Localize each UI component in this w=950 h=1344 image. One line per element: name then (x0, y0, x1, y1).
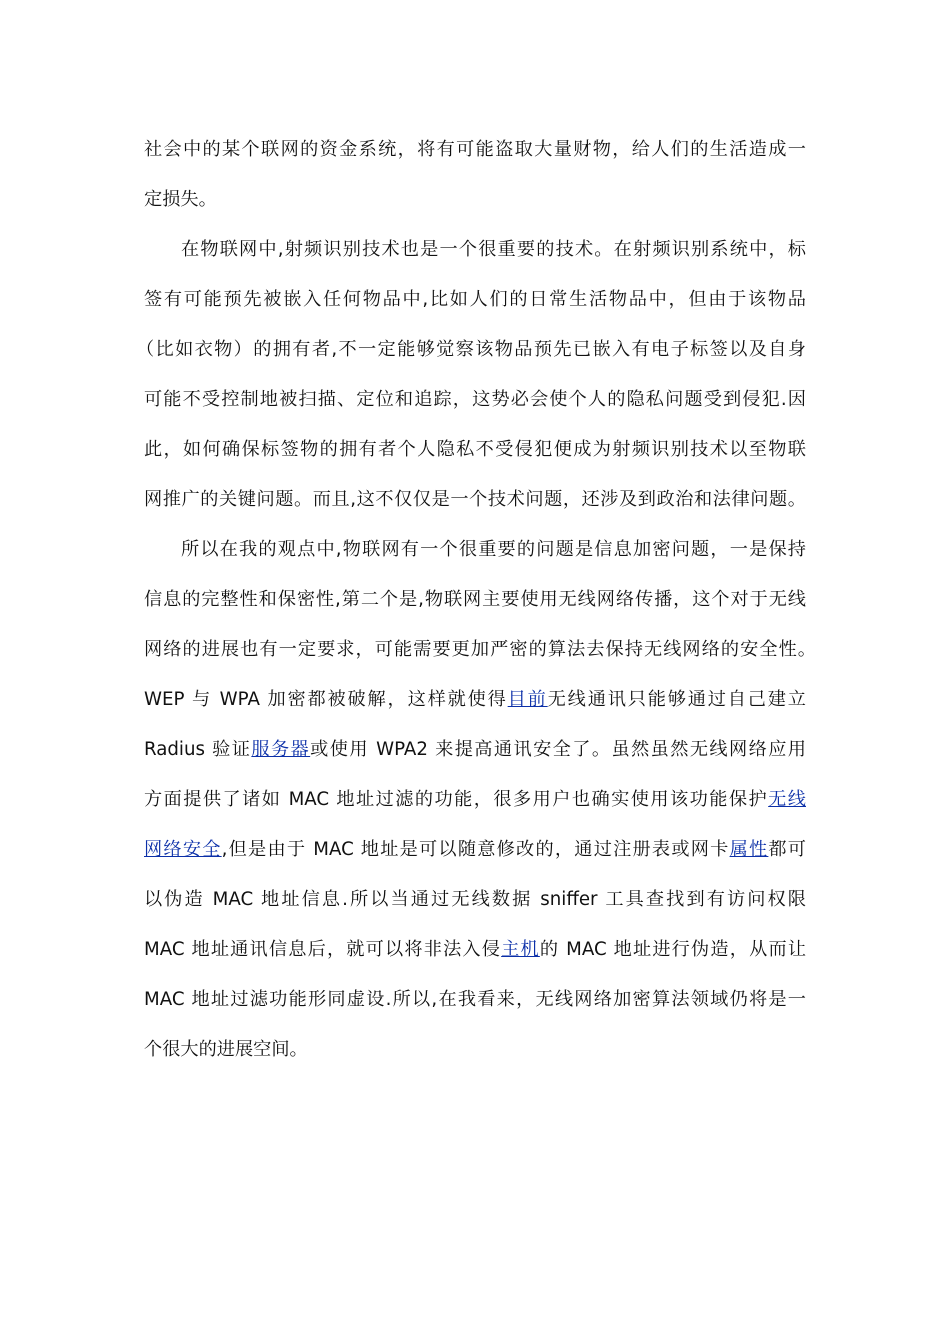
line-text: 方面提供了诸如 MAC 地址过滤的功能，很多用户也确实使用该功能保护 (144, 789, 769, 810)
paragraph-line: 在物联网中,射频识别技术也是一个很重要的技术。在射频识别系统中，标 (181, 239, 806, 260)
paragraph-line (144, 735, 806, 765)
paragraph-line: 签有可能预先被嵌入任何物品中,比如人们的日常生活物品中，但由于该物品 (144, 289, 806, 310)
paragraph-line: 网推广的关键问题。而且,这不仅仅是一个技术问题，还涉及到政治和法律问题。 (144, 489, 806, 510)
paragraph-line (144, 785, 806, 815)
line-text: Radius 验证 (144, 739, 252, 760)
paragraph-line: 此，如何确保标签物的拥有者个人隐私不受侵犯便成为射频识别技术以至物联 (144, 439, 806, 460)
hyperlink-wireless-network-security[interactable]: 无线 (768, 789, 806, 810)
hyperlink-mu-qian[interactable]: 目前 (507, 689, 548, 710)
paragraph-line: 信息的完整性和保密性,第二个是,物联网主要使用无线网络传播，这个对于无线 (144, 589, 806, 610)
line-text: ,但是由于 MAC 地址是可以随意修改的，通过注册表或网卡 (221, 839, 730, 860)
hyperlink-fu-wu-qi[interactable]: 服务器 (251, 739, 311, 760)
hyperlink-shu-xing[interactable]: 属性 (729, 839, 769, 860)
paragraph-line: 定损失。 (144, 189, 217, 210)
line-text: 都可 (768, 839, 806, 860)
line-text: MAC 地址通讯信息后，就可以将非法入侵 (144, 939, 502, 960)
paragraph-line (144, 835, 806, 865)
paragraph-line: MAC 地址过滤功能形同虚设.所以,在我看来，无线网络加密算法领域仍将是一 (144, 989, 806, 1010)
line-text: 或使用 WPA2 来提高通讯安全了。虽然虽然无线网络应用 (310, 739, 806, 760)
paragraph-line: （比如衣物）的拥有者,不一定能够觉察该物品预先已嵌入有电子标签以及自身 (136, 339, 806, 360)
paragraph-line (144, 685, 806, 715)
paragraph-line: 个很大的进展空间。 (144, 1039, 308, 1060)
paragraph-line: 所以在我的观点中,物联网有一个很重要的问题是信息加密问题，一是保持 (181, 539, 806, 560)
hyperlink-zhu-ji[interactable]: 主机 (501, 939, 540, 960)
line-text: 无线通讯只能够通过自己建立 (547, 689, 806, 710)
line-text: WEP 与 WPA 加密都被破解，这样就使得 (144, 689, 508, 710)
paragraph-line: 网络的进展也有一定要求，可能需要更加严密的算法去保持无线网络的安全性。 (144, 639, 816, 660)
paragraph-line: 可能不受控制地被扫描、定位和追踪，这势必会使个人的隐私问题受到侵犯.因 (144, 389, 806, 410)
line-text: 的 MAC 地址进行伪造，从而让 (539, 939, 807, 960)
hyperlink-wireless-network-security[interactable]: 网络安全 (144, 839, 222, 860)
paragraph-line: 以伪造 MAC 地址信息.所以当通过无线数据 sniffer 工具查找到有访问权限 (144, 889, 806, 910)
paragraph-line: 社会中的某个联网的资金系统，将有可能盗取大量财物，给人们的生活造成一 (144, 139, 806, 160)
paragraph-line (144, 935, 806, 965)
